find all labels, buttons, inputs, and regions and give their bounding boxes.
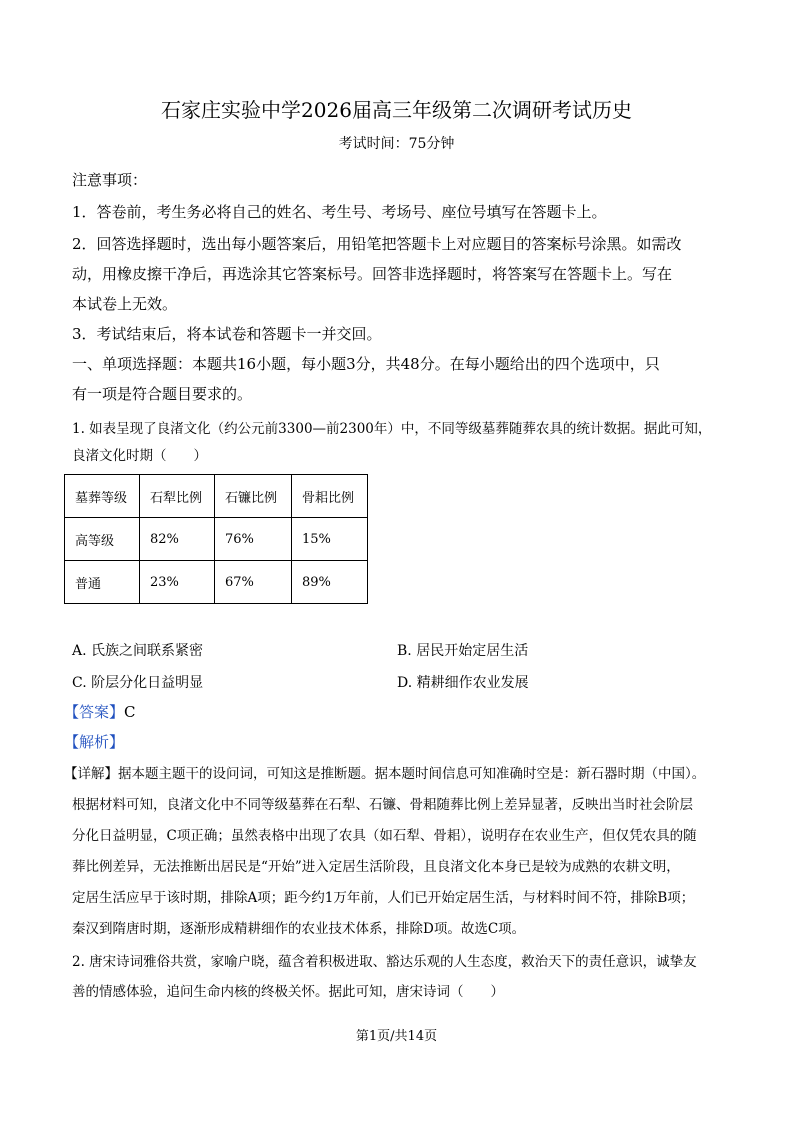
q1-option-d: D. 精耕细作农业发展 xyxy=(397,675,529,691)
detail-line: 秦汉到隋唐时期，逐渐形成精耕细作的农业技术体系，排除D项。故选C项。 xyxy=(72,921,526,937)
answer-value: C xyxy=(124,703,136,721)
q1-option-b: B. 居民开始定居生活 xyxy=(397,643,529,659)
q1-option-a: A. 氏族之间联系紧密 xyxy=(72,643,204,659)
note-item: 1．答卷前，考生务必将自己的姓名、考生号、考场号、座位号填写在答题卡上。 xyxy=(72,203,607,221)
table-header-cell: 骨耜比例 xyxy=(292,475,368,518)
table-row xyxy=(65,561,368,604)
q2-stem-cont: 善的情感体验，追问生命内核的终极关怀。据此可知，唐宋诗词（ ） xyxy=(72,984,504,1000)
answer-label: 【答案】 xyxy=(64,703,125,721)
q1-answer xyxy=(64,702,719,722)
q1-option-c: C. 阶层分化日益明显 xyxy=(72,675,204,691)
detail-line: 分化日益明显，C项正确；虽然表格中出现了农具（如石犁、骨耜），说明存在农业生产，但仅凭农具的随 xyxy=(72,828,697,844)
table-cell: 67% xyxy=(215,561,292,604)
table-cell: 89% xyxy=(292,561,368,604)
note-item: 2．回答选择题时，选出每小题答案后，用铅笔把答题卡上对应题目的答案标号涂黑。如需改 xyxy=(72,235,682,253)
q2-stem: 2. 唐宋诗词雅俗共赏，家喻户晓，蕴含着积极进取、豁达乐观的人生态度，救治天下的责任意识，诚挚友 xyxy=(72,954,697,970)
detail-label: 【详解】 xyxy=(64,766,118,782)
table-cell: 15% xyxy=(292,518,368,561)
table-row xyxy=(65,518,368,561)
analysis-label: 【解析】 xyxy=(64,733,125,751)
detail-line xyxy=(64,764,719,784)
table-header-cell: 石镰比例 xyxy=(215,475,292,518)
table-header-cell: 石犁比例 xyxy=(140,475,215,518)
table-header-cell: 墓葬等级 xyxy=(65,475,140,518)
detail-line: 葬比例差异，无法推断出居民是“开始”进入定居生活阶段，且良渚文化本身已是较为成熟的农耕文明， xyxy=(72,859,680,875)
section-heading-cont: 有一项是符合题目要求的。 xyxy=(72,385,253,403)
q1-data-table xyxy=(64,474,368,604)
table-cell: 76% xyxy=(215,518,292,561)
note-item: 动，用橡皮擦干净后，再选涂其它答案标号。回答非选择题时，将答案写在答题卡上。写在 xyxy=(72,265,673,283)
q1-stem-cont: 良渚文化时期（ ） xyxy=(72,448,207,464)
note-item: 本试卷上无效。 xyxy=(72,295,178,313)
exam-title: 石家庄实验中学2026届高三年级第二次调研考试历史 xyxy=(161,98,632,122)
detail-line: 根据材料可知，良渚文化中不同等级墓葬在石犁、石镰、骨耜随葬比例上差异显著，反映出当时社会阶层 xyxy=(72,797,693,813)
table-cell: 普通 xyxy=(65,561,140,604)
table-cell: 82% xyxy=(140,518,215,561)
exam-time: 考试时间：75分钟 xyxy=(338,136,455,152)
page-footer: 第1页/共14页 xyxy=(355,1029,438,1044)
table-header-row xyxy=(65,475,368,518)
note-item: 3．考试结束后，将本试卷和答题卡一并交回。 xyxy=(72,325,382,343)
notes-heading: 注意事项： xyxy=(72,171,148,189)
detail-line: 定居生活应早于该时期，排除A项；距今约1万年前，人们已开始定居生活，与材料时间不符，排除B项； xyxy=(72,890,695,906)
table-cell: 23% xyxy=(140,561,215,604)
q1-stem: 1. 如表呈现了良渚文化（约公元前3300—前2300年）中，不同等级墓葬随葬农具的统计数据。据此可知， xyxy=(72,421,712,437)
detail-text: 据本题主题干的设问词，可知这是推断题。据本题时间信息可知准确时空是：新石器时期（中国）。 xyxy=(118,766,706,782)
section-heading: 一、单项选择题：本题共16小题，每小题3分，共48分。在每小题给出的四个选项中，只 xyxy=(72,355,660,373)
table-cell: 高等级 xyxy=(65,518,140,561)
